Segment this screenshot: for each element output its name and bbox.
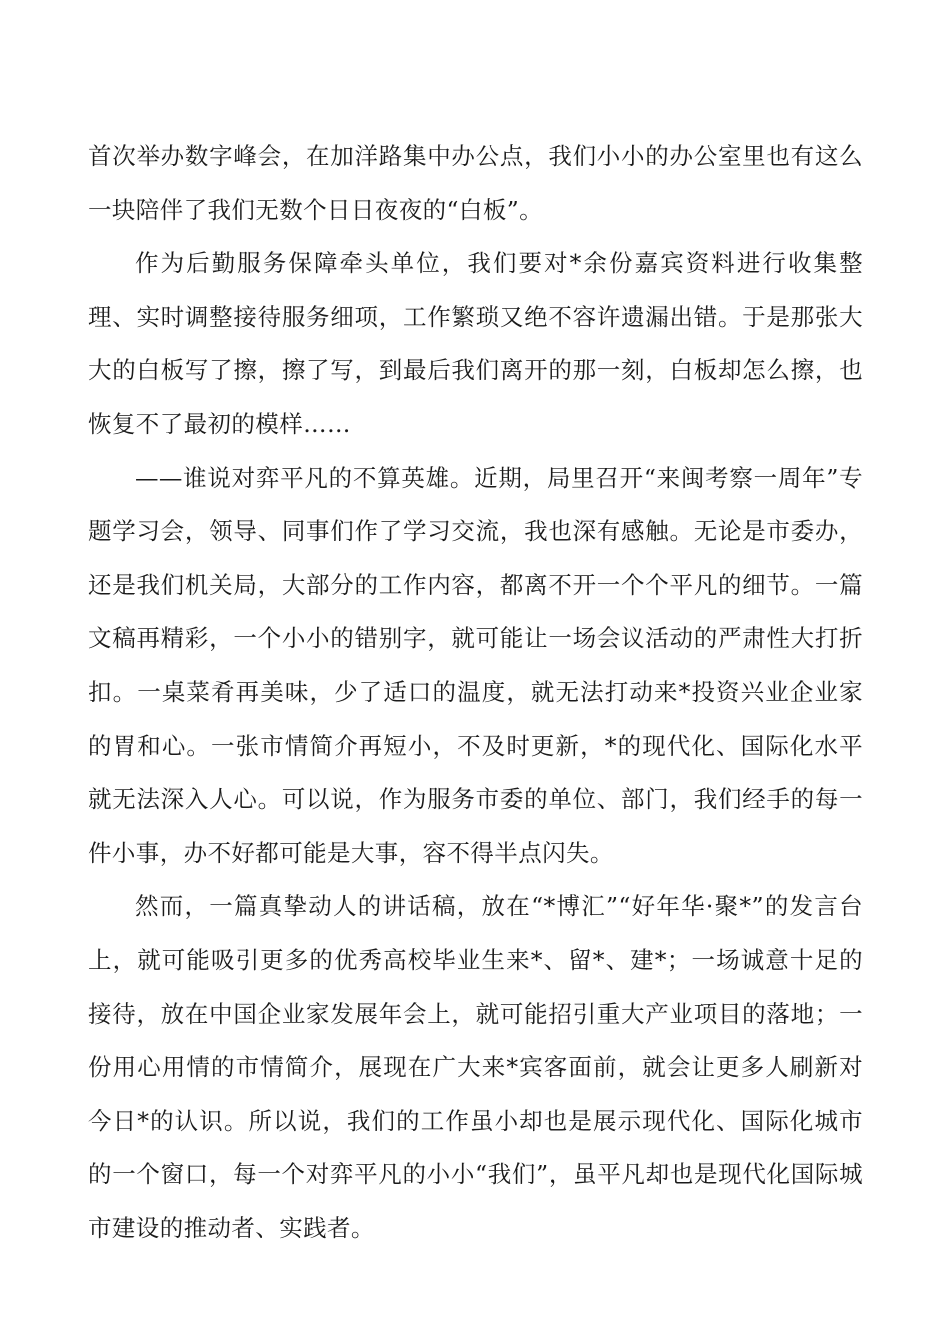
paragraph-2: 作为后勤服务保障牵头单位，我们要对*余份嘉宾资料进行收集整理、实时调整接待服务细项，工作繁琐又绝不容许遗漏出错。于是那张大大的白板写了擦，擦了写，到最后我们离开的那一刻，白板却怎么擦，也恢复不了最初的模样…… — [88, 249, 863, 438]
paragraph-3: ——谁说对弈平凡的不算英雄。近期，局里召开“来闽考察一周年”专题学习会，领导、同事们作了学习交流，我也深有感触。无论是市委办，还是我们机关局，大部分的工作内容，都离不开一个个平凡的细节。一篇文稿再精彩，一个小小的错别字，就可能让一场会议活动的严肃性大打折扣。一桌菜肴再美味，少了适口的温度，就无法打动来*投资兴业企业家的胃和心。一张市情简介再短小，不及时更新，*的现代化、国际化水平就无法深入人心。可以说，作为服务市委的单位、部门，我们经手的每一件小事，办不好都可能是大事，容不得半点闪失。 — [88, 463, 863, 867]
document-body — [88, 130, 863, 1255]
paragraph-4: 然而，一篇真挚动人的讲话稿，放在“*博汇”“好年华·聚*”的发言台上，就可能吸引更多的优秀高校毕业生来*、留*、建*；一场诚意十足的接待，放在中国企业家发展年会上，就可能招引重大产业项目的落地；一份用心用情的市情简介，展现在广大来*宾客面前，就会让更多人刷新对今日*的认识。所以说，我们的工作虽小却也是展示现代化、国际化城市的一个窗口，每一个对弈平凡的小小“我们”，虽平凡却也是现代化国际城市建设的推动者、实践者。 — [88, 892, 863, 1242]
paragraph-1: 首次举办数字峰会，在加洋路集中办公点，我们小小的办公室里也有这么一块陪伴了我们无数个日日夜夜的“白板”。 — [88, 142, 863, 224]
